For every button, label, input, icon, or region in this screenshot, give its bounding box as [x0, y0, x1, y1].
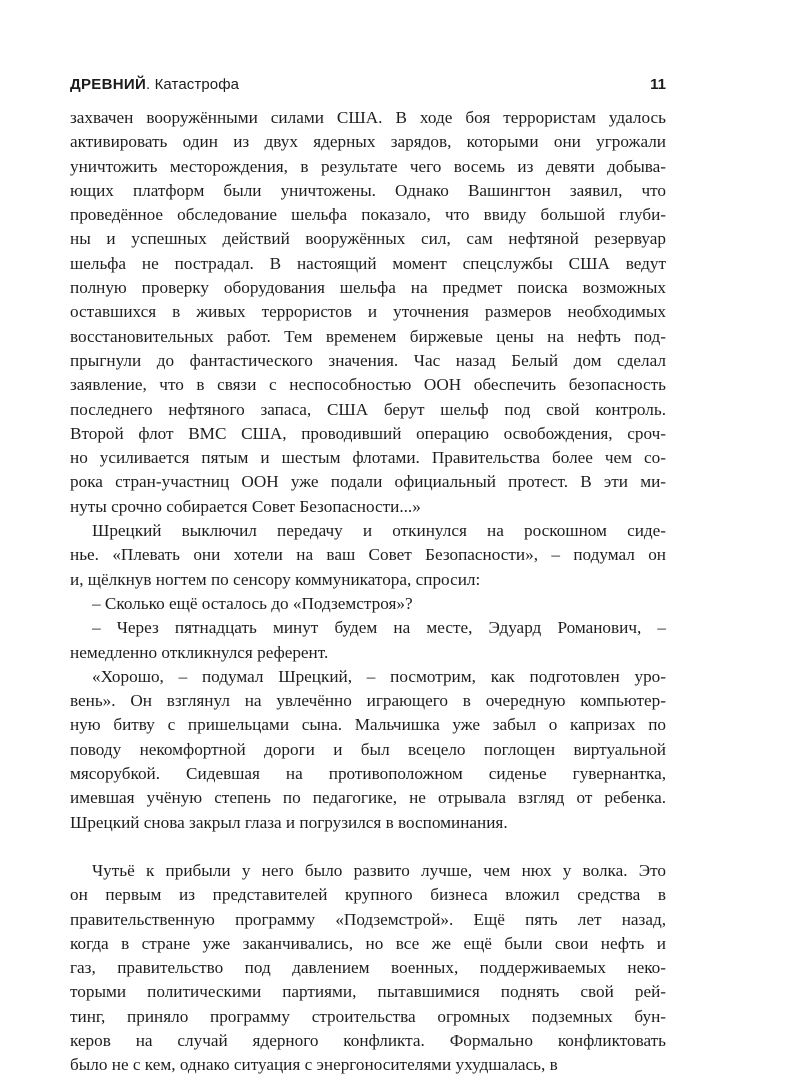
text-line: немедленно откликнулся референт.	[70, 642, 329, 662]
text-line: шельфа не пострадал. В настоящий момент спецслужбы США ведут	[70, 253, 666, 273]
paragraph	[70, 616, 666, 665]
text-line: оставшихся в живых террористов и уточнения размеров необходимых	[70, 302, 666, 322]
chapter-title: Катастрофа	[154, 76, 240, 93]
text-line: мясорубкой. Сидевшая на противоположном сиденье гувернантка,	[70, 764, 666, 784]
text-line: ную битву с пришельцами сына. Мальчишка уже забыл о капризах по	[70, 715, 666, 735]
text-line: торыми политическими партиями, пытавшимися поднять свой рей-	[70, 982, 666, 1002]
paragraph	[70, 665, 666, 835]
header-title	[70, 76, 239, 93]
paragraph	[70, 106, 666, 519]
text-line: было не с кем, однако ситуация с энергоносителями ухудшалась, в	[70, 1055, 558, 1075]
text-line: и, щёлкнув ногтем по сенсору коммуникатора, спросил:	[70, 569, 481, 589]
text-line: последнего нефтяного запаса, США берут шельф под свой контроль.	[70, 399, 666, 419]
text-line: когда в стране уже заканчивались, но все же ещё были свои нефть и	[70, 933, 666, 953]
text-line: вень». Он взглянул на увлечённо играющего в очередную компьютер-	[70, 691, 666, 711]
text-line: имевшая учёную степень по педагогике, не отрывала взгляд от ребенка.	[70, 788, 666, 808]
text-line: керов на случай ядерного конфликта. Формально конфликтовать	[70, 1030, 666, 1050]
text-line: он первым из представителей крупного бизнеса вложил средства в	[70, 885, 666, 905]
text-line: – Через пятнадцать минут будем на месте, Эдуард Романович, –	[92, 618, 666, 638]
text-line: Шрецкий выключил передачу и откинулся на роскошном сиде-	[92, 521, 666, 541]
text-line: Второй флот ВМС США, проводивший операцию освобождения, сроч-	[70, 423, 666, 443]
text-line: прыгнули до фантастического значения. Час назад Белый дом сделал	[70, 350, 666, 370]
paragraph	[70, 592, 666, 616]
text-line: рока стран-участниц ООН уже подали официальный протест. В эти ми-	[70, 472, 666, 492]
text-line: нуты срочно собирается Совет Безопасности...»	[70, 496, 421, 516]
text-line: Шрецкий снова закрыл глаза и погрузился в воспоминания.	[70, 812, 508, 832]
page-number: 11	[650, 76, 666, 93]
text-line: правительственную программу «Подземстрой». Ещё пять лет назад,	[70, 909, 666, 929]
text-line: активировать один из двух ядерных зарядов, которыми они угрожали	[70, 132, 666, 152]
text-line: заявление, что в связи с неспособностью ООН обеспечить безопасность	[70, 375, 666, 395]
text-line: Чутьё к прибыли у него было развито лучше, чем нюх у волка. Это	[92, 860, 666, 880]
text-line: ны и успешных действий вооружённых сил, сам нефтяной резервуар	[70, 229, 666, 249]
section-break	[70, 835, 666, 859]
text-line: – Сколько ещё осталось до «Подземстроя»?	[92, 593, 413, 613]
header-separator: .	[146, 76, 155, 93]
text-line: тинг, приняло программу строительства огромных подземных бун-	[70, 1006, 666, 1026]
paragraph	[70, 519, 666, 592]
text-line: газ, правительство под давлением военных, поддерживаемых неко-	[70, 958, 666, 978]
text-line: полную проверку оборудования шельфа на предмет поиска возможных	[70, 278, 666, 298]
text-line: ющих платформ были уничтожены. Однако Вашингтон заявил, что	[70, 180, 666, 200]
body-text	[70, 106, 666, 1078]
text-line: нье. «Плевать они хотели на ваш Совет Безопасности», – подумал он	[70, 545, 666, 565]
text-line: но усиливается пятым и шестым флотами. Правительства более чем со-	[70, 448, 666, 468]
text-line: «Хорошо, – подумал Шрецкий, – посмотрим, как подготовлен уро-	[92, 666, 666, 686]
text-line: захвачен вооружёнными силами США. В ходе боя террористам удалось	[70, 108, 666, 127]
text-line: поводу некомфортной дороги и был всецело поглощен виртуальной	[70, 739, 666, 759]
text-line: уничтожить месторождения, в результате чего восемь из девяти добыва-	[70, 156, 666, 176]
book-title: ДРЕВНИЙ	[70, 76, 147, 93]
paragraph	[70, 859, 666, 1078]
text-line: восстановительных работ. Тем временем биржевые цены на нефть под-	[70, 326, 666, 346]
running-header	[70, 76, 666, 98]
text-line: проведённое обследование шельфа показало, что ввиду большой глуби-	[70, 205, 666, 225]
